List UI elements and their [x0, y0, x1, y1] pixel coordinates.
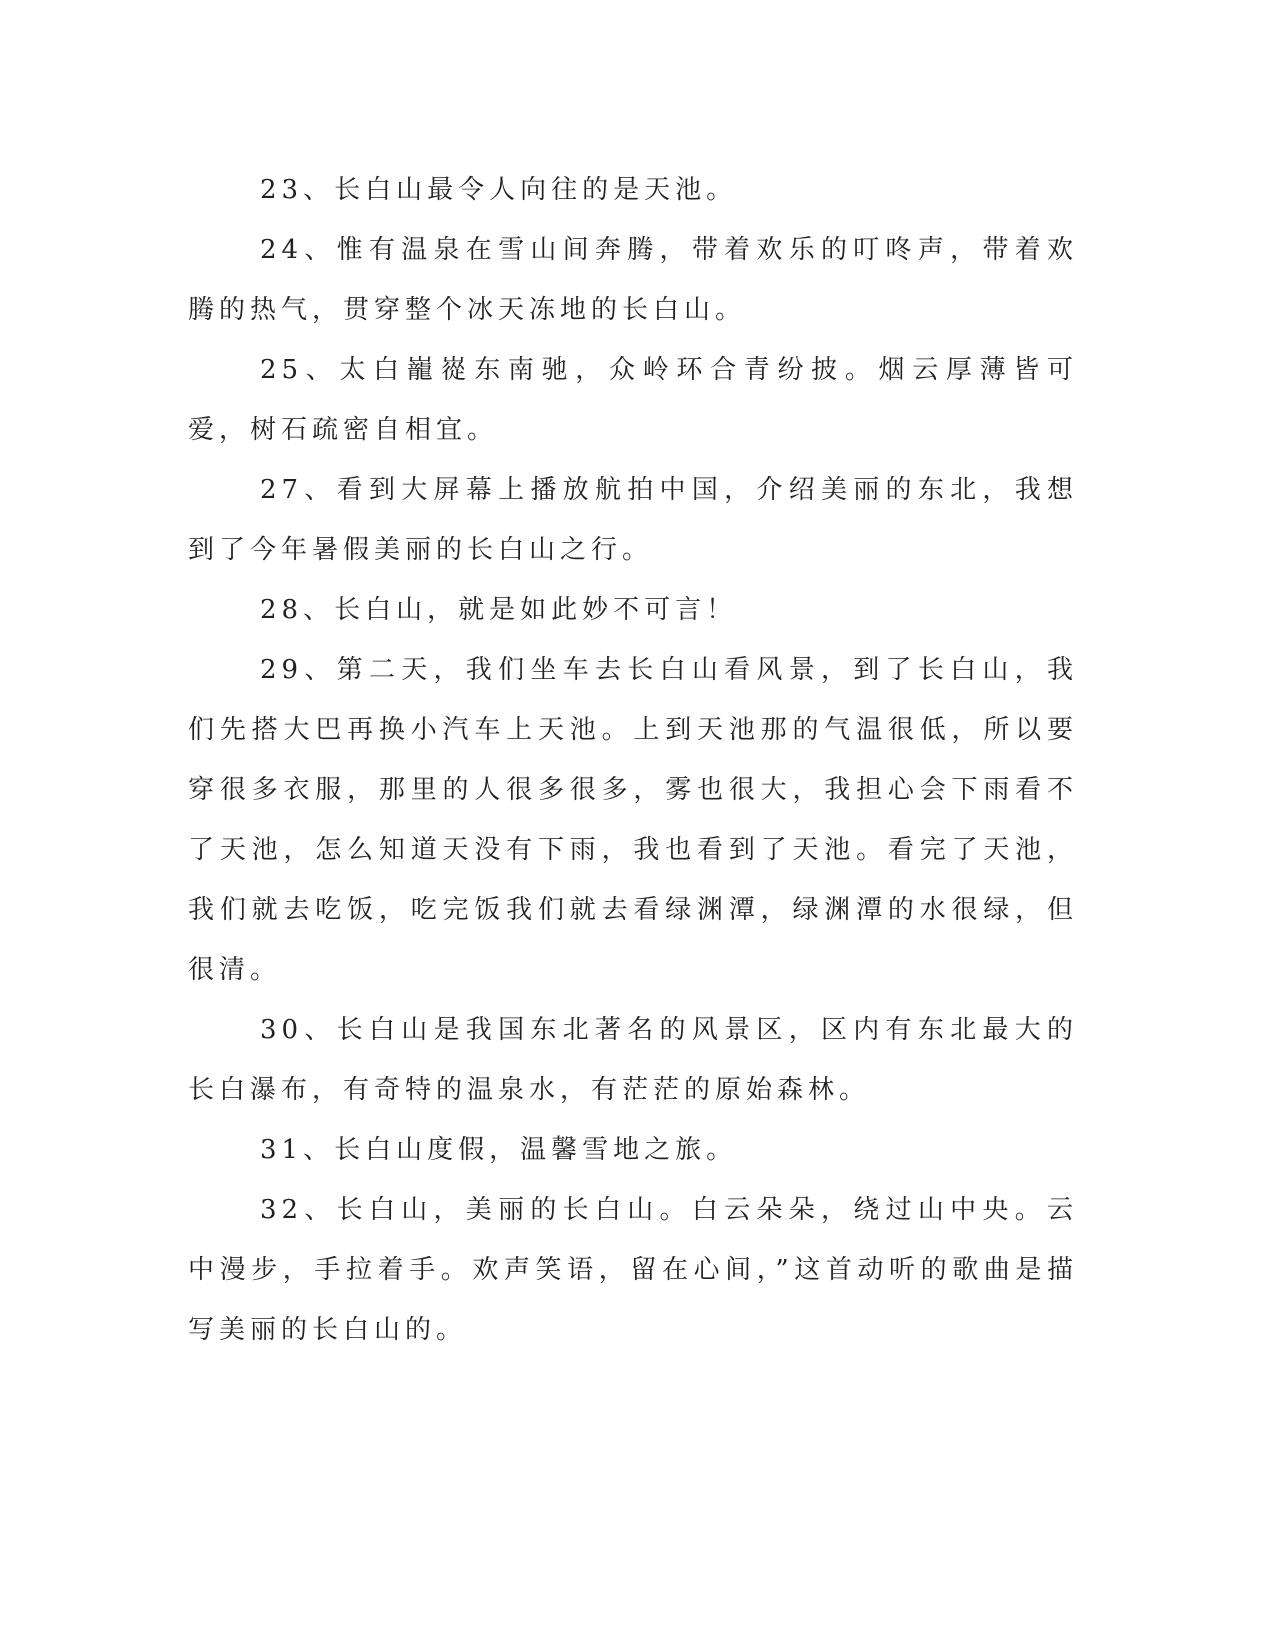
paragraph-23: 23、长白山最令人向往的是天池。 — [260, 175, 738, 205]
paragraph-32: 32、长白山，美丽的长白山。白云朵朵，绕过山中央。云中漫步，手拉着手。欢声笑语，留在心间，”这首动听的歌曲是描写美丽的长白山的。 — [188, 1195, 1078, 1345]
paragraph-25: 25、太白巃嵸东南驰，众岭环合青纷披。烟云厚薄皆可爱，树石疏密自相宜。 — [188, 355, 1078, 445]
paragraph-29: 29、第二天，我们坐车去长白山看风景，到了长白山，我们先搭大巴再换小汽车上天池。上到天池那的气温很低，所以要穿很多衣服，那里的人很多很多，雾也很大，我担心会下雨看不了天池，怎么知道天没有下雨，我也看到了天池。看完了天池，我们就去吃饭，吃完饭我们就去看绿渊潭，绿渊潭的水很绿，但很清。 — [188, 655, 1078, 985]
document-body — [188, 160, 1078, 1360]
paragraph-31: 31、长白山度假，温馨雪地之旅。 — [260, 1135, 738, 1165]
paragraph-24: 24、惟有温泉在雪山间奔腾，带着欢乐的叮咚声，带着欢腾的热气，贯穿整个冰天冻地的长白山。 — [188, 235, 1078, 325]
paragraph-27: 27、看到大屏幕上播放航拍中国，介绍美丽的东北，我想到了今年暑假美丽的长白山之行。 — [188, 475, 1078, 565]
paragraph-28: 28、长白山，就是如此妙不可言！ — [260, 595, 738, 625]
paragraph-30: 30、长白山是我国东北著名的风景区，区内有东北最大的长白瀑布，有奇特的温泉水，有茫茫的原始森林。 — [188, 1015, 1078, 1105]
